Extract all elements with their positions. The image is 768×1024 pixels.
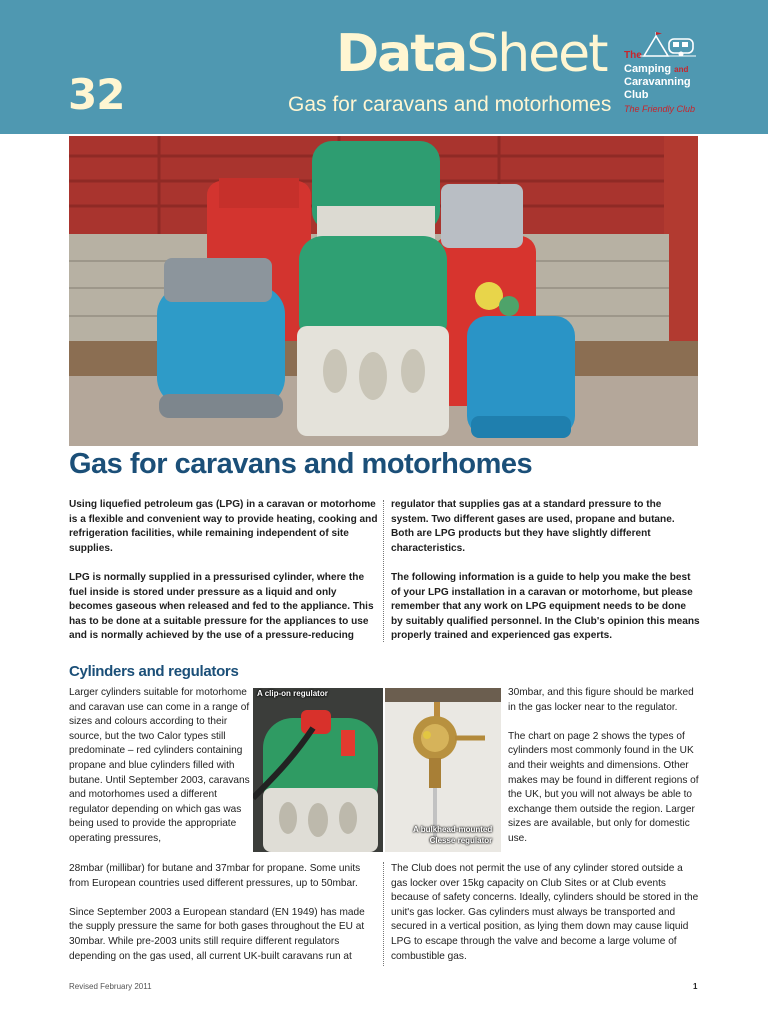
page-number: 1: [693, 982, 698, 991]
issue-number: 32: [68, 70, 125, 119]
intro-paragraph-4: The following information is a guide to help you make the best of your LPG installation in a caravan or motorhome, but please remember that any work on LPG equipment needs to be done by suitably qualified personnel. In the Club's opinion this means properly trained and experienced gas experts.: [391, 571, 700, 642]
caption-bulkhead-line-1: A bulkhead-mounted: [413, 825, 493, 834]
club-logo: [622, 30, 712, 122]
logo-tagline: The Friendly Club: [624, 104, 696, 114]
intro-paragraph-3: regulator that supplies gas at a standard pressure to the system. Two different gases are used, propane and butane. Both are LPG products but they have slightly different characteristics.: [391, 499, 675, 554]
logo-caravanning: Caravanning: [624, 76, 691, 88]
intro-paragraph-1: Using liquefied petroleum gas (LPG) in a caravan or motorhome is a flexible and convenient way to provide heating, cooking and refrigeration facilities, while remaining independent of site supplies.: [69, 499, 378, 554]
caption-bulkhead-line-2: Clesse regulator: [429, 836, 493, 845]
body-right-bottom: The Club does not permit the use of any cylinder stored outside a gas locker over 15kg capacity on Club Sites or at Club events because of safety concerns. Ideally, cylinders should be stored in the unit's gas locker. Gas cylinders must always be transported and secured in a vertical position, as lying them down may cause liquid LPG to escape through the valve and become a large volume of combustible gas.: [391, 863, 699, 962]
logo-club: Club: [624, 89, 649, 101]
caption-bulkhead-regulator: [413, 824, 492, 846]
body-right-paragraph-1: 30mbar, and this figure should be marked in the gas locker near to the regulator.: [508, 687, 694, 713]
caption-clip-on-regulator: A clip-on regulator: [257, 689, 328, 698]
logo-camping: [624, 63, 688, 75]
body-left-paragraph-1: 28mbar (millibar) for butane and 37mbar for propane. Some units from European countries used different pressures, up to 50mbar.: [69, 863, 361, 889]
datasheet-title-bold: Data: [336, 24, 467, 84]
logo-the: The: [624, 50, 642, 61]
body-left-full: [69, 862, 379, 979]
body-left-narrow: Larger cylinders suitable for motorhome and caravan use can come in a range of sizes and colours according to their source, but the two Calor types still predominate – red cylinders containing propane and blue cylinders filled with butane. Until September 2003, caravans and motorhomes used a different regulator depending on which gas was being used to provide the appropriate operating pressures,: [69, 687, 250, 844]
revised-date: Revised February 2011: [69, 982, 152, 991]
clip-on-regulator-photo: [253, 688, 383, 852]
tent-caravan-icon: [640, 30, 696, 58]
intro-right-column: [391, 498, 700, 659]
header-band: [0, 0, 768, 134]
body-right-top: [508, 686, 700, 861]
body-left-paragraph-2: Since September 2003 a European standard (EN 1949) has made the supply pressure the same for both gases throughout the EU at 30mbar. While pre-2003 units still require different regulators depending on the gas used, all current UK-built caravans run at: [69, 906, 365, 962]
page-title: Gas for caravans and motorhomes: [69, 448, 533, 480]
intro-left-column: [69, 498, 378, 659]
section-heading: Cylinders and regulators: [69, 663, 239, 680]
logo-and: and: [674, 65, 689, 74]
column-divider: [383, 500, 384, 642]
gas-cylinders-photo: [69, 136, 698, 446]
datasheet-title-light: Sheet: [466, 24, 607, 84]
body-right-paragraph-2: The chart on page 2 shows the types of cylinders most commonly found in the UK and their weights and dimensions. Other makes may be found in different regions of the UK, but you will not always be able to exchange them outside the region. Larger sizes are available, but only for domestic use.: [508, 730, 699, 844]
datasheet-title: [336, 24, 607, 84]
header-subtitle: Gas for caravans and motorhomes: [288, 93, 612, 116]
intro-paragraph-2: LPG is normally supplied in a pressurised cylinder, where the fuel inside is stored under pressure as a liquid and only becomes gaseous when released and fed to the appliance. This has to be done at a suitable pressure for the appliances to use and is normally achieved by the use of a pressure-reducing: [69, 571, 374, 642]
column-divider-lower: [383, 862, 384, 966]
logo-word-camping: Camping: [624, 63, 672, 75]
